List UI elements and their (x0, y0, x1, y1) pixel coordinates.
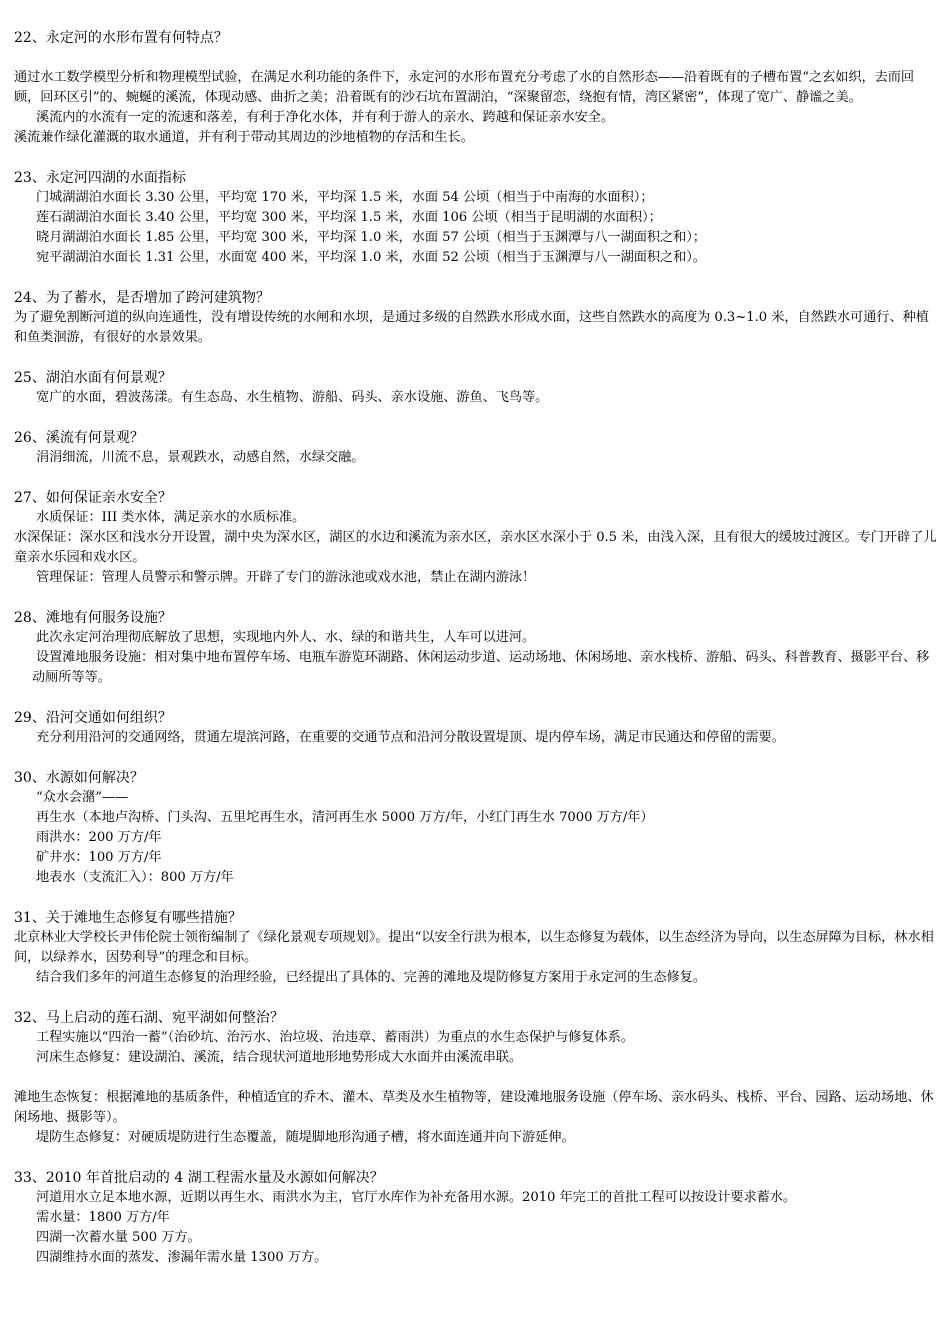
answer-paragraph: 设置滩地服务设施：相对集中地布置停车场、电瓶车游览环湖路、休闲运动步道、运动场地、休闲场地、亲水栈桥、游船、码头、科普教育、摄影平台、移动厕所等等。 (32, 650, 930, 685)
question-heading: 30、水源如何解决？ (14, 770, 144, 786)
section-spacer (14, 748, 938, 768)
qa-section (14, 1148, 938, 1268)
question-heading: 26、溪流有何景观？ (14, 430, 144, 446)
answer-paragraph: 涓涓细流，川流不息，景观跌水，动感自然，水绿交融。 (35, 450, 365, 465)
qa-section (14, 688, 938, 748)
answer-paragraph: 工程实施以“四治一蓄”（治砂坑、治污水、治垃圾、治违章、蓄雨洪）为重点的水生态保护与修复体系。 (35, 1030, 634, 1045)
qa-section (14, 148, 938, 268)
section-spacer (14, 588, 938, 608)
section-spacer (14, 348, 938, 368)
answer-paragraph: 堤防生态修复：对硬质堤防进行生态覆盖，随堤脚地形沟通子槽，将水面连通并向下游延伸。 (35, 1130, 575, 1145)
section-spacer (14, 988, 938, 1008)
answer-paragraph: 四湖维持水面的蒸发、渗漏年需水量 1300 万方。 (35, 1250, 328, 1265)
section-spacer (14, 888, 938, 908)
answer-paragraph: 门城湖湖泊水面长 3.30 公里，平均宽 170 米，平均深 1.5 米，水面 54 公顷（相当于中南海的水面积）； (35, 190, 654, 205)
answer-paragraph: 矿井水：100 万方/年 (35, 850, 162, 865)
section-spacer (14, 688, 938, 708)
answer-paragraph: 再生水（本地卢沟桥、门头沟、五里坨再生水，清河再生水 5000 万方/年，小红门再生水 7000 万方/年） (35, 810, 654, 825)
answer-paragraph: 水质保证：III 类水体，满足亲水的水质标准。 (35, 510, 306, 525)
qa-section (14, 748, 938, 888)
question-heading: 28、滩地有何服务设施？ (14, 610, 172, 626)
qa-section (14, 888, 938, 988)
answer-paragraph: “众水会潴”—— (35, 790, 129, 805)
answer-paragraph: 管理保证：管理人员警示和警示牌。开辟了专门的游泳池或戏水池，禁止在湖内游泳！ (35, 570, 536, 585)
answer-paragraph: 四湖一次蓄水量 500 万方。 (35, 1230, 201, 1245)
answer-paragraph: 宛平湖湖泊水面长 1.31 公里，水面宽 400 米，平均深 1.0 米，水面 52 公顷（相当于玉渊潭与八一湖面积之和）。 (35, 250, 706, 265)
paragraph-spacer (14, 48, 938, 68)
question-heading: 32、马上启动的莲石湖、宛平湖如何整治？ (14, 1010, 284, 1026)
answer-paragraph: 河道用水立足本地水源，近期以再生水、雨洪水为主，官厅水库作为补充备用水源。2010 年完工的首批工程可以按设计要求蓄水。 (35, 1190, 797, 1205)
answer-paragraph: 晓月湖湖泊水面长 1.85 公里，平均宽 300 米，平均深 1.0 米，水面 57 公顷（相当于玉渊潭与八一湖面积之和）； (35, 230, 706, 245)
answer-paragraph: 充分利用沿河的交通网络，贯通左堤滨河路，在重要的交通节点和沿河分散设置堤顶、堤内停车场，满足市民通达和停留的需要。 (35, 730, 785, 745)
qa-section (14, 408, 938, 468)
answer-paragraph: 北京林业大学校长尹伟伦院士领衔编制了《绿化景观专项规划》。提出“以安全行洪为根本，以生态修复为载体，以生态经济为导向，以生态屏障为目标，林水相间，以绿养水，因势利导”的理念和目标。 (14, 930, 934, 965)
answer-paragraph: 地表水（支流汇入）：800 万方/年 (35, 870, 234, 885)
qa-section (14, 468, 938, 588)
answer-paragraph: 河床生态修复：建设湖泊、溪流，结合现状河道地形地势形成大水面并由溪流串联。 (35, 1050, 523, 1065)
answer-paragraph: 此次永定河治理彻底解放了思想，实现地内外人、水、绿的和谐共生，人车可以进河。 (35, 630, 536, 645)
answer-paragraph: 莲石湖湖泊水面长 3.40 公里，平均宽 300 米，平均深 1.5 米，水面 106 公顷（相当于昆明湖的水面积）； (35, 210, 662, 225)
section-spacer (14, 148, 938, 168)
question-heading: 31、关于滩地生态修复有哪些措施？ (14, 910, 242, 926)
question-heading: 33、2010 年首批启动的 4 湖工程需水量及水源如何解决？ (14, 1170, 384, 1186)
section-spacer (14, 408, 938, 428)
answer-paragraph: 为了避免割断河道的纵向连通性，没有增设传统的水闸和水坝，是通过多级的自然跌水形成水面，这些自然跌水的高度为 0.3~1.0 米，自然跌水可通行、种植和鱼类洄游，有很好的水景效果。 (14, 310, 929, 345)
paragraph-spacer (14, 1068, 938, 1088)
answer-paragraph: 结合我们多年的河道生态修复的治理经验，已经提出了具体的、完善的滩地及堤防修复方案用于永定河的生态修复。 (35, 970, 706, 985)
qa-section (14, 28, 938, 148)
question-heading: 23、永定河四湖的水面指标 (14, 170, 186, 186)
question-heading: 27、如何保证亲水安全？ (14, 490, 172, 506)
answer-paragraph: 雨洪水：200 万方/年 (35, 830, 162, 845)
answer-paragraph: 溪流兼作绿化灌溉的取水通道，并有利于带动其周边的沙地植物的存活和生长。 (14, 130, 474, 145)
answer-paragraph: 通过水工数学模型分析和物理模型试验，在满足水利功能的条件下，永定河的水形布置充分考虑了水的自然形态——沿着既有的子槽布置“之玄如织，去而回顾，回环区引”的、蜿蜒的溪流，体现动感、曲折之美；沿着既有的沙石坑布置湖泊，“深聚留恋，绕抱有情，湾区紧密”，体现了宽广、静谧之美。 (14, 70, 915, 105)
answer-paragraph: 需水量：1800 万方/年 (35, 1210, 170, 1225)
question-heading: 29、沿河交通如何组织？ (14, 710, 172, 726)
qa-section (14, 348, 938, 408)
qa-section (14, 268, 938, 348)
question-heading: 22、永定河的水形布置有何特点？ (14, 30, 228, 46)
answer-paragraph: 滩地生态恢复：根据滩地的基质条件，种植适宜的乔木、灌木、草类及水生植物等，建设滩地服务设施（停车场、亲水码头、栈桥、平台、园路、运动场地、休闲场地、摄影等）。 (14, 1090, 934, 1125)
answer-paragraph: 宽广的水面，碧波荡漾。有生态岛、水生植物、游船、码头、亲水设施、游鱼、飞鸟等。 (35, 390, 549, 405)
question-heading: 25、湖泊水面有何景观？ (14, 370, 172, 386)
answer-paragraph: 水深保证：深水区和浅水分开设置，湖中央为深水区，湖区的水边和溪流为亲水区，亲水区水深小于 0.5 米，由浅入深，且有很大的缓坡过渡区。专门开辟了儿童亲水乐园和戏水区。 (14, 530, 937, 565)
section-spacer (14, 468, 938, 488)
question-heading: 24、为了蓄水，是否增加了跨河建筑物？ (14, 290, 270, 306)
section-spacer (14, 268, 938, 288)
qa-section (14, 988, 938, 1148)
answer-paragraph: 溪流内的水流有一定的流速和落差，有利于净化水体，并有利于游人的亲水、跨越和保证亲水安全。 (35, 110, 614, 125)
qa-section (14, 588, 938, 688)
section-spacer (14, 1148, 938, 1168)
